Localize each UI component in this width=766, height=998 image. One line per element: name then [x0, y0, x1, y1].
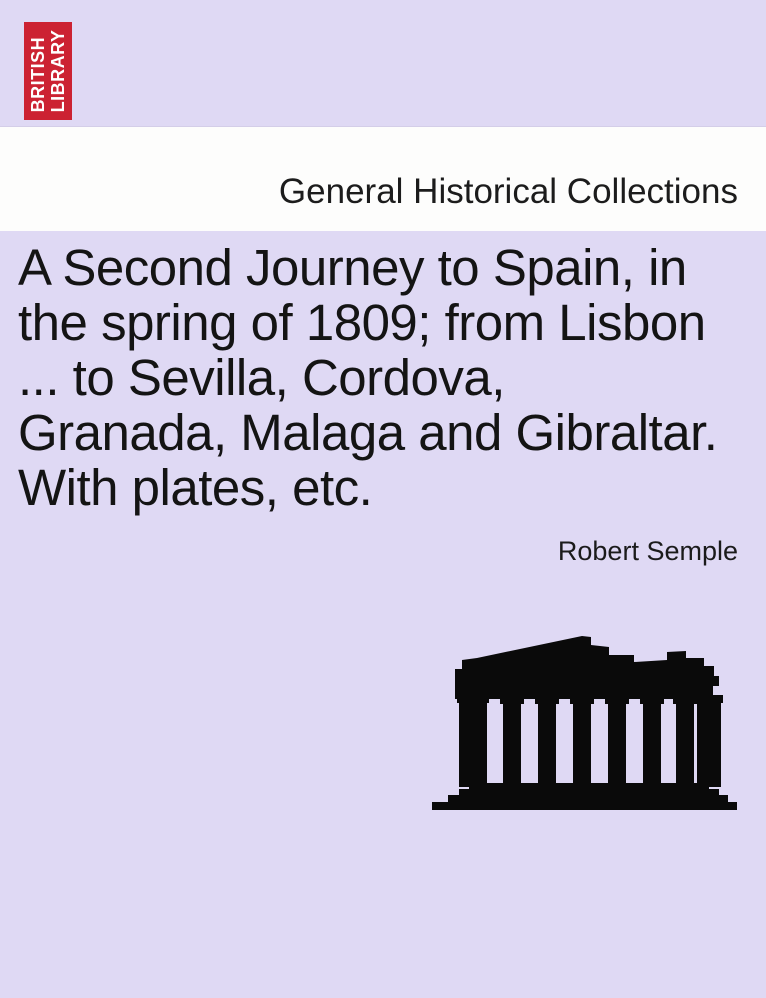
british-library-logo [24, 22, 72, 120]
collection-title: General Historical Collections [278, 171, 738, 211]
book-title [18, 240, 746, 515]
collection-banner [0, 126, 766, 231]
logo-word-library: LIBRARY [48, 29, 68, 113]
parthenon-temple-icon [425, 625, 741, 815]
title-line: ... to Sevilla, Cordova, [18, 349, 505, 406]
book-author: Robert Semple [557, 536, 738, 566]
title-line: the spring of 1809; from Lisbon [18, 294, 706, 351]
logo-word-british: BRITISH [27, 36, 48, 113]
title-line: With plates, etc. [18, 459, 373, 516]
title-line: Granada, Malaga and Gibraltar. [18, 404, 718, 461]
british-library-logo-text [28, 30, 68, 113]
title-line: A Second Journey to Spain, in [18, 239, 687, 296]
